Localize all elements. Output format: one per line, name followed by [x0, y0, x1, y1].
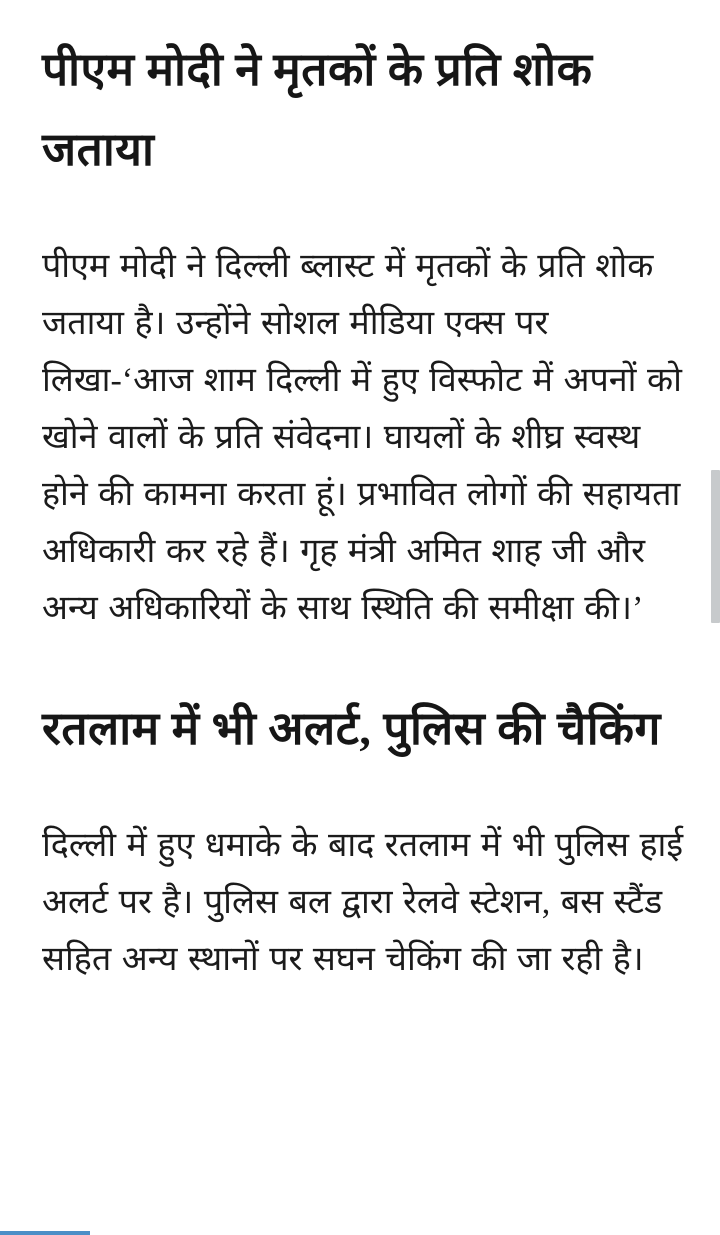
section-body-pm-modi-condolence: पीएम मोदी ने दिल्ली ब्लास्ट में मृतकों के प्रति शोक जताया है। उन्होंने सोशल मीडिया एक्स पर लिखा-‘आज शाम दिल्ली में हुए विस्फोट में अपनों को खोने वालों के प्रति संवेदना। घायलों के शीघ्र स्वस्थ होने की कामना करता हूं। प्रभावित लोगों की सहायता अधिकारी कर रहे हैं। गृह मंत्री अमित शाह जी और अन्य अधिकारियों के साथ स्थिति की समीक्षा की।’	[42, 248, 682, 627]
section-heading-pm-modi-condolence: पीएम मोदी ने मृतकों के प्रति शोक जताया	[42, 44, 593, 175]
vertical-scrollbar-thumb[interactable]	[711, 470, 720, 623]
section-body-ratlam-alert: दिल्ली में हुए धमाके के बाद रतलाम में भी पुलिस हाई अलर्ट पर है। पुलिस बल द्वारा रेलवे स्टेशन, बस स्टैंड सहित अन्य स्थानों पर सघन चेकिंग की जा रही है।	[42, 827, 684, 978]
bottom-progress-strip	[0, 1231, 90, 1235]
section-heading-ratlam-alert: रतलाम में भी अलर्ट, पुलिस की चैकिंग	[42, 703, 661, 754]
